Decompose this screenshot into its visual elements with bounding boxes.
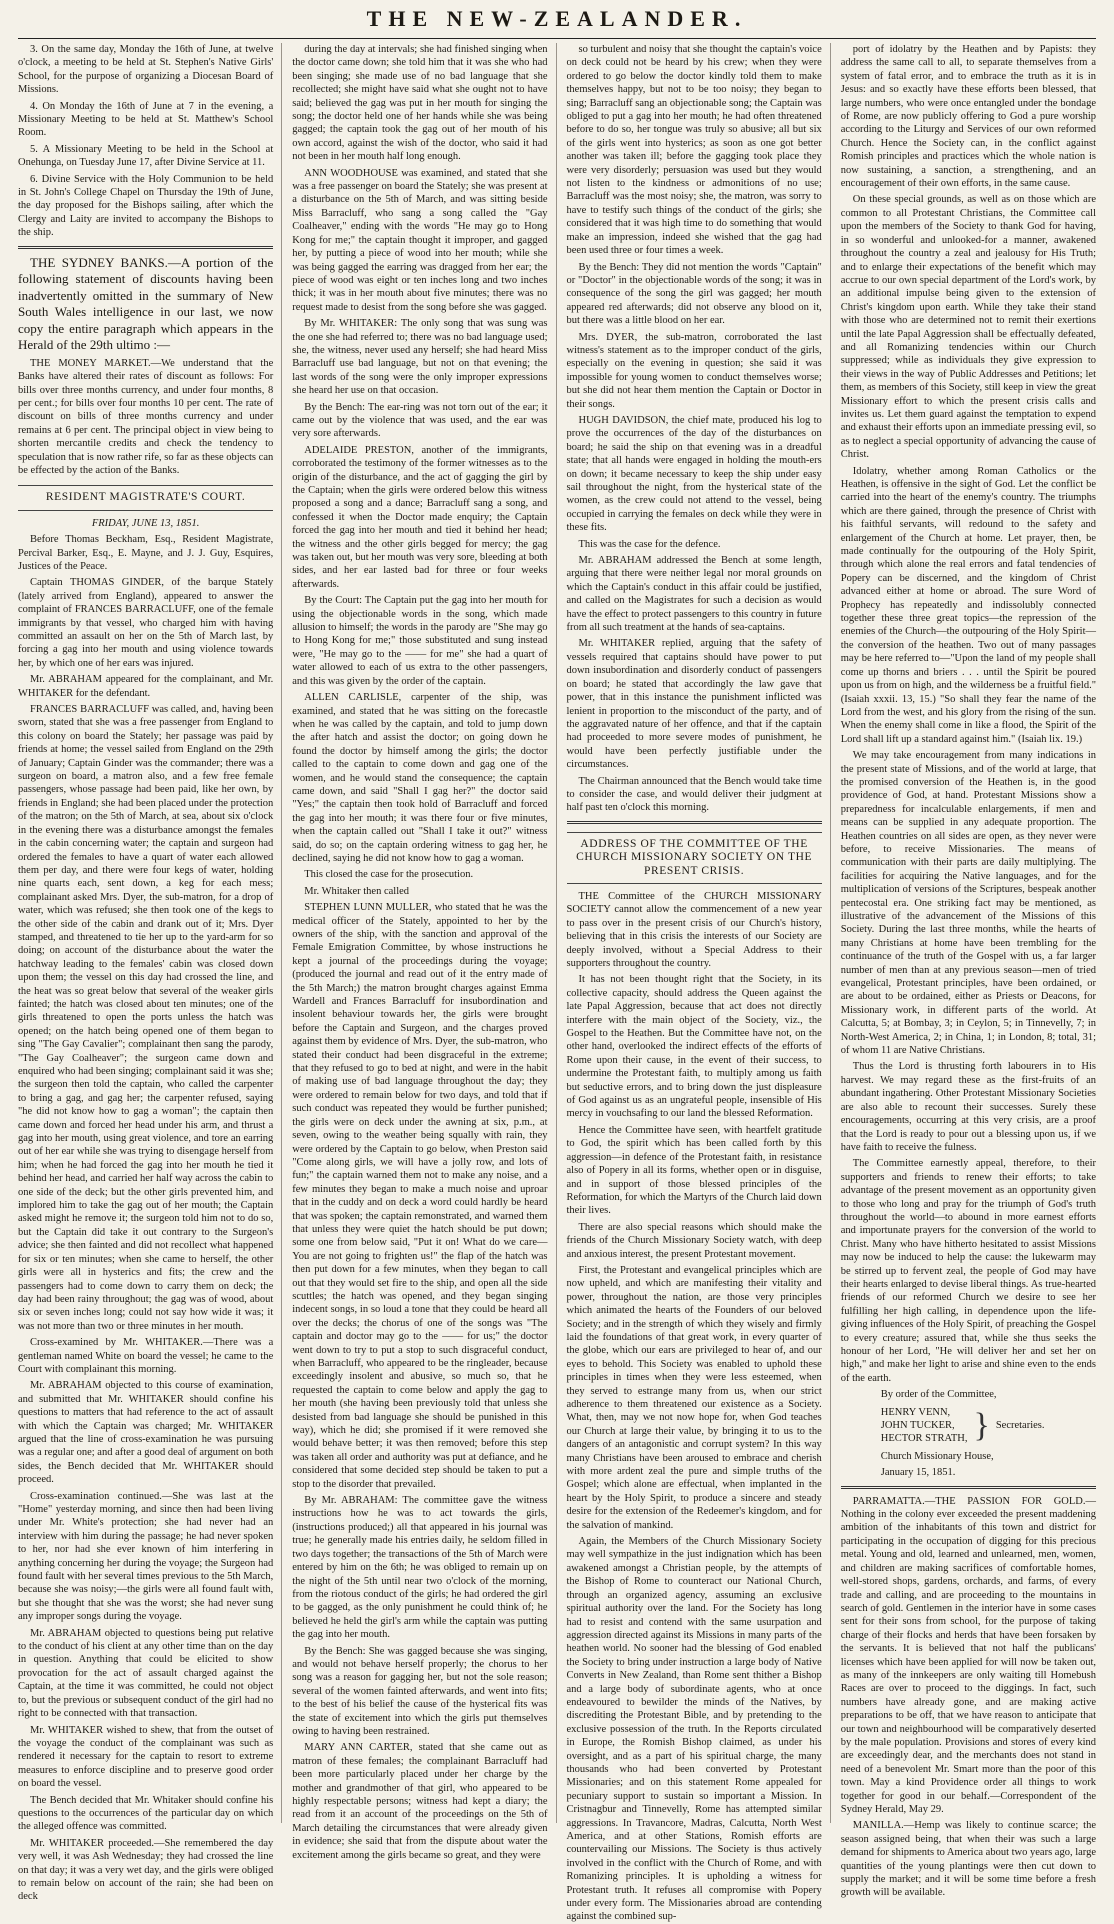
court-paragraph: By the Bench: The ear-ring was not torn out of the ear; it came out by the violence that was used, and the ear was very sore afterwards. (292, 401, 548, 440)
notice-item: 6. Divine Service with the Holy Communion to be held in St. John's College Chapel on Thursday the 19th of June, the day proposed for the Bishops sailing, after which the Clergy and Laity are invited to accompany the Bishops to the ship. (18, 173, 274, 239)
court-paragraph: This closed the case for the prosecution. (304, 869, 474, 881)
court-paragraph: This was the case for the defence. (578, 538, 721, 550)
notice-item: 3. On the same day, Monday the 16th of June, at twelve o'clock, a meeting to be held at St. Stephen's Native Girls' School, for the purpose of organizing a Diocesan Board of Missions. (18, 44, 274, 96)
court-paragraph: so turbulent and noisy that she thought the captain's voice on deck could not be heard by his crew; when they were ordered to go below the doctor kindly told them to make themselves happy, but not to be too noisy; they began to sing; Barracluff sang an objectionable song; the Captain was obliged to put a gag into her mouth; he had often threatened before to do so, her tongue was truly so abusive; all but six of the girls went into hysterics; as soon as one got better another was taken ill; before the gagging took place they were very disorderly; persuasion was used but they would not listen to the kindness or admonitions of no use; Barracluff was the most noisy; she, the matron, was sorry to have to testify such things of the conduct of the girls; she considered that it was high time to do something that would make an impression, indeed she wished that the gag had been used three or four times a week. (566, 44, 822, 257)
court-date: FRIDAY, JUNE 13, 1851. (91, 517, 200, 529)
court-paragraph: The Chairman announced that the Bench would take time to consider the case, and would deliver their judgment at half past ten o'clock this morning. (566, 775, 822, 814)
court-paragraph: Mr. ABRAHAM addressed the Bench at some length, arguing that there were neither legal nor moral grounds on which the Captain's conduct in this affair could be justified, and called on the Magistrates for such a decision as would have the effect to protect passengers to this country in future from all such treatment at the hands of sea-captains. (566, 555, 822, 634)
address-paragraph: Again, the Members of the Church Missionary Society may well sympathize in the just indignation which has been awakened amongst a Christian people, by the attempts of the Bishop of Rome to counteract our National Church, through an organized agency, assuming an exclusive spiritual authority over the land. For the Society has long had to resist and contend with the same usurpation and aggression directed against its Missions in many parts of the heathen world. No sooner had the blessing of God enabled the Society to bring under instruction a large body of Native Converts in New Zealand, than Rome sent thither a Bishop and a large body of subordinate agents, who at once endeavoured to bewilder the minds of the Natives, by discrediting the Protestant Bible, and by pretending to the exclusive possession of the truth. In the Reports circulated in Europe, the Romish Bishop claimed, as under his oversight, and as a part of his spiritual charge, the many thousands who had been converted by Protestant Missionaries; and on this statement Rome appealed for pecuniary support to sustain so important a Mission. In Cristnagbur and Tinnevelly, Rome has attempted similar aggressions. In Travancore, Madras, Calcutta, North West America, and at other Stations, Romish efforts are countervailing our Missions. The Society is thus actively involved in the conflict with the Church of Rome, and with Romanizing principles. It is upholding a witness for Protestant truth. It refuses all compromise with Popery under every form. The Missionaries abroad are contending against the combined sup- (566, 1536, 822, 1923)
secretary-name: HENRY VENN, (880, 1406, 951, 1418)
court-paragraph: By the Court: The Captain put the gag into her mouth for using the objectionable words in the song, which made allusion to himself; the words in the parody are "She may go to Hong Kong for me;" those substituted and sung instead were, "He may go to the —— for me" she had a quart of water allowed to each of us extra to the other passengers, and this was given by the order of the captain. (292, 595, 548, 687)
money-market-paragraph: THE MONEY MARKET.—We understand that the Banks have altered their rates of discount as follows: For bills over three months currency, and under four months, 8 per cent.; for bills over four months 10 per cent. The rate of discount on bills of three months currency and under remains at 6 per cent. The principal object in view being to shorten mercantile credits and check the tendency to speculation that is now rather rife, so far as these objects can be effected by the action of the Banks. (18, 357, 274, 476)
divider (18, 246, 273, 249)
court-paragraph: Mr. WHITAKER proceeded.—She remembered the day very well, it was Ash Wednesday; they had crossed the line on that day; it was a very wet day, and the girls were obliged to remain below on account of the rain; she had been on deck (18, 1837, 274, 1903)
court-paragraph: Mr. ABRAHAM objected to this course of examination, and submitted that Mr. WHITAKER should confine his questions to matters that had reference to the act of assault with which the Captain was charged; Mr. WHITAKER argued that the line of cross-examination he was pursuing was a regular one; and after a good deal of argument on both sides, the Bench decided that Mr. WHITAKER should proceed. (18, 1380, 274, 1486)
house-date: January 15, 1851. (880, 1467, 956, 1479)
column-4 (840, 43, 1096, 1899)
notice-item: 5. A Missionary Meeting to be held in the School at Onehunga, on Tuesday June 17, after Divine Service at 11. (18, 143, 274, 169)
address-paragraph: Thus the Lord is thrusting forth labourers in to His harvest. We may regard these as the first-fruits of an abundant ingathering. Other Protestant Missionary Societies are also able to recount their successes. Surely these encouragements, occurring at this very crisis, are a proof that the Lord is ready to pour out a blessing upon us, if we have faith to receive the fulness. (840, 1061, 1096, 1153)
court-paragraph: FRANCES BARRACLUFF was called, and, having been sworn, stated that she was a free passenger from England to this colony on board the Stately; her passage was paid by friends at home; the vessel sailed from England on the 29th of January; Captain Ginder was the commander; there was a surgeon on board, a matron also, and a few free female passengers, whose passage had been paid, like her own, by friends in England; she had been placed under the protection of the matron; on the 5th of March, at sea, about six o'clock in the evening there was a disturbance amongst the females in the cabin concerning water; the captain and surgeon had ordered the females to have a quart of water each allowed them per day, and there were four kegs of water, holding nine quarts each, sent down, a keg for each mess; complainant asked Mrs. Dyer, the sub-matron, for a drop of water, which was refused; she then took one of the kegs to the other side of the cabin and drank out of it; Mrs. Dyer stamped, and threatened to tie her up to the yard-arm for so doing; on account of the disturbance about the water the hatchway leading to the females' cabin was closed down upon them; the vessel on this day had crossed the line, and the heat was so great below that several of the weaker girls fainted; the hatch was closed about ten minutes; one of the girls threatened to open the ports unless the hatch was opened; on the hatch being opened one of them began to sing "The Gay Cavalier"; complainant then sang the parody, "The Gay Coalheaver"; the surgeon came down and enquired who had been singing; complainant said it was she; the surgeon then told the captain, who called the carpenter to bring a gag, and gag her; the carpenter refused, saying "he did not know how to gag a woman"; the captain then came down and forced her head under his arm, and thrust a gag into her mouth, using great violence, and tore an earring out of her ear while she was trying to disengage herself from him; when he had forced the gag into her mouth he tied it behind her head, and carried her half way across the cabin to one side of the deck; but the other girls prevented him, and implored him to take the gag out of her mouth; the Captain asked might he remove it; the surgeon told him not to do so, but the Captain did take it out contrary to the Surgeon's advice; she then fainted and did not recollect what happened for six or ten minutes; when she came to herself, the other girls were all in hysterics and fits; the crew and the passengers had to come down to carry them on deck; the day had been rainy throughout; the gag was of wood, about six or seven inches long; could not say how wide it was; it was not more than two or three minutes in her mouth. (18, 704, 274, 1332)
masthead-title: THE NEW-ZEALANDER. (366, 6, 748, 31)
secretary-name: JOHN TUCKER, (880, 1420, 955, 1432)
secretary-name: HECTOR STRATH, (880, 1433, 968, 1445)
court-paragraph: ADELAIDE PRESTON, another of the immigrants, corroborated the testimony of the former witnesses as to the origin of the disturbance, and the act of gagging the girl by the Captain; when the girls were ordered below this witness proposed a song and a dance; Barracluff sang a song, and confessed it when the Doctor made enquiry; the Captain forced the gag into her mouth and tied it behind her head; the witness and the other girls begged for mercy; the gag was taken out, but her mouth was very sore, bleeding at both sides, and her ear lasted bad for three or four weeks afterwards. (292, 444, 548, 590)
court-paragraph: ALLEN CARLISLE, carpenter of the ship, was examined, and stated that he was sitting on the forecastle when he was called by the captain, and told to jump down the after hatch and assist the doctor; on going down he found the doctor by himself among the girls; the doctor called to the captain to come down and gag one of the women, and he would stand the consequence; the captain came down, and said "Shall I gag her?" the doctor said "Yes;" the captain then took hold of Barracluff and forced the gag into her mouth; it was there four or five minutes, when the captain called out "Shall I take it out?" witness said, do so; on the captain ordering witness to gag her, he declined, saying he did not know how to gag a woman. (292, 692, 548, 864)
court-heading: RESIDENT MAGISTRATE'S COURT. (18, 485, 273, 510)
secretaries-block (881, 1406, 1096, 1446)
court-paragraph: The Bench decided that Mr. Whitaker should confine his questions to the occurrences of the particular day on which the alleged offence was committed. (18, 1794, 274, 1833)
court-paragraph: By the Bench: She was gagged because she was singing, and would not behave herself properly; the chorus to her song was a reason for gagging her, but not the sole reason; several of the women fainted afterwards, and went into fits; to the best of his belief the cause of the hysterical fits was the state of excitement into which the girls put themselves owing to having been restrained. (292, 1645, 548, 1737)
secretary-names (881, 1406, 968, 1446)
column-2 (292, 43, 556, 1861)
address-paragraph: THE Committee of the CHURCH MISSIONARY SOCIETY cannot allow the commencement of a new year to pass over in the present crisis of our Church's history, believing that in this crisis the interests of our Society are deeply involved, without a Special Address to their supporters throughout the country. (566, 890, 822, 969)
court-paragraph: Mr. ABRAHAM appeared for the complainant, and Mr. WHITAKER for the defendant. (18, 674, 274, 699)
order-line: By order of the Committee, (880, 1389, 997, 1401)
court-paragraph: HUGH DAVIDSON, the chief mate, produced his log to prove the occurrences of the day of the disturbances on board; he said the ship on that evening was in a dreadful state; that all hands were engaged in holding the mouth-ers on down; it became necessary to keep the ship under easy sail throughout the night, from the hysterical state of the women, as the crew could not attend to the vessel, being occupied in carrying the females on deck while they were in these fits. (566, 414, 822, 534)
manilla-paragraph: MANILLA.—Hemp was likely to continue scarce; the season assigned being, that when their was such a large demand for shipments to America about two years ago, large quantities of the young plantings were then cut down to supply the market; and it will be some time before a fresh growth will be available. (840, 1820, 1096, 1899)
divider (841, 1486, 1096, 1489)
column-1 (18, 43, 282, 1903)
address-paragraph: Hence the Committee have seen, with heartfelt gratitude to God, the spirit which has been called forth by this aggression—in defence of the Protestant faith, in resistance also of Popery in all its forms, whether open or in disguise, and in support of those blessed principles of the Reformation, for which the Martyrs of the Church laid down their lives. (566, 1124, 822, 1217)
notice-item: 4. On Monday the 16th of June at 7 in the evening, a Missionary Meeting to be held at St. Matthew's School Room. (18, 100, 274, 139)
court-paragraph: Mr. WHITAKER replied, arguing that the safety of vessels required that captains should have power to put down insubordination and disorderly conduct of passengers on board; he stated that accordingly the law gave that power, that in this instance the punishment inflicted was lenient in proportion to the misconduct of the party, and of the aggravated nature of her offence, and that if the captain had proceeded to more severe modes of punishment, he would have been perfectly justifiable under the circumstances. (566, 638, 822, 771)
columns (18, 43, 1096, 1923)
court-paragraph: Mr. WHITAKER wished to shew, that from the outset of the voyage the conduct of the complainant was such as rendered it necessary for the captain to resort to extreme measures to enforce discipline and to preserve good order on board the vessel. (18, 1724, 274, 1790)
masthead (18, 0, 1096, 39)
court-paragraph: Cross-examined by Mr. WHITAKER.—There was a gentleman named White on board the vessel; he came to the Court with complainant this morning. (18, 1337, 274, 1375)
address-paragraph: First, the Protestant and evangelical principles which are now upheld, and which are manifesting their vitality and power, throughout the nation, are those very principles which animated the hearts of the Founders of our beloved Society; and in the strength of which they wisely and firmly laid the foundations of that great work, in every quarter of the globe, which our ears are privileged to hear of, and our eyes to behold. This Society was enabled to uphold these principles in times when they were less esteemed, when they served to estrange many from us, when our strict adherence to them threatened our existence as a Society. What, then, may we not now hope for, when God teaches our Church at large their value, by bringing it to us to the dangers of an antagonistic and corrupt system? In this way many Christians have been aroused to embrace and cherish with more ardent zeal the pure and simple truths of the Gospel; which alone are effectual, when implanted in the heart by the Holy Spirit, to produce a sincere and steady desire for the extension of the Redeemer's kingdom, and for the salvation of mankind. (566, 1264, 822, 1531)
court-paragraph: Before Thomas Beckham, Esq., Resident Magistrate, Percival Barker, Esq., E. Mayne, and J. J. Guy, Esquires, Justices of the Peace. (18, 534, 274, 572)
parramatta-paragraph: PARRAMATTA.—THE PASSION FOR GOLD.—Nothing in the colony ever exceeded the present maddening ambition of the inhabitants of this town and district for participating in the occupation of digging for this precious metal. Young and old, learned and unlearned, men, women, and children are making sacrifices of comfortable homes, well-stored shops, gardens, orchards, and farms, of every trade and calling, and are proceeding to the mountains in search of gold. Gentlemen in the interior have in some cases sent for their sons from school, for the purpose of taking charge of their flocks and herds that have been forsaken by the servants. It is believed that not half the publicans' licenses which have been applied for will now be taken out, as many of the innkeepers are only waiting till Homebush Races are over to proceed to the diggings. In fact, such numbers have already gone, and are making active preparations to be off, that we have reason to anticipate that our town and neighbourhood will be comparatively deserted by the male population. Provisions and stores of every kind are exceedingly dear, and the merchants does not stand in need of a benevolent Mr. Smart more than the poor of this town. May a kind Providence order all things to work together for good in our behalf.—Correspondent of the Sydney Herald, May 29. (840, 1495, 1096, 1815)
address-paragraph: On these special grounds, as well as on those which are common to all Protestant Christians, the Committee call upon the members of the Society to thank God for having, in so wonderful and unlooked-for a manner, awakened throughout the country a zeal and jealousy for His Truth; and to enlarge their expectations of the benefit which may accrue to our own special department of the Lord's work, by an additional impulse being given to the extension of Christ's kingdom upon earth. While they take their stand with those who are determined not to remit their exertions until the late Papal Aggression shall be effectually defeated, and all Romanizing tendencies within our Church suppressed; while as individuals they give expression to their views in the way of Public Addresses and Petitions; let them, as members of this Society, still keep in view the great Missionary effort to which the present crisis calls and invites us. Let them guard against the temptation to expend and exhaust their efforts upon an immediate pressing evil, so as to neglect a special opportunity of advancing the cause of Christ. (840, 194, 1096, 461)
court-paragraph: By the Bench: They did not mention the words "Captain" or "Doctor" in the objectionable words of the song; it was in consequence of the song the girl was gagged; her mouth appeared red afterwards; did not observe any blood on it, but there was a little blood on her ear. (566, 261, 822, 327)
address-paragraph: The Committee earnestly appeal, therefore, to their supporters and friends to renew their efforts; to take advantage of the present movement as an opportunity given to those who long and pray for the triumph of God's truth throughout the world—to abound in more earnest efforts and importunate prayers for the conversion of the world to Christ. Many who have hitherto hesitated to assist Missions may now be induced to help the cause: the lukewarm may be stirred up to fervent zeal, the people of God may have their hearts enlarged to devise liberal things. As true-hearted friends of our reformed Church we desire to see her fulfilling her high calling, in dependence upon the life-giving influences of the Holy Spirit, of preaching the Gospel to every creature; assured that, while she thus seeks the honour of her Lord, "He will deliver her and set her on high," and make her light to arise and shine even to the ends of the earth. (840, 1158, 1096, 1384)
court-paragraph: Mrs. DYER, the sub-matron, corroborated the last witness's statement as to the improper conduct of the girls, especially on the evening in question; she said it was impossible for young women to conduct themselves worse; but she did not hear them mention the Captain or Doctor in their songs. (566, 331, 822, 410)
column-3 (566, 43, 831, 1923)
address-paragraph: It has not been thought right that the Society, in its collective capacity, should address the Queen against the late Papal Aggression, because that act does not directly interfere with the main object of the Society, viz., the Gospel to the Heathen. But the Committee have not, on the other hand, overlooked the indirect effects of the efforts of Rome upon their cause, in the event of their success, to undermine the Protestant faith, to multiply among us faith but seductive errors, and to bring down the just displeasure of God against us as an ungrateful people, insensible of His mercy in vouchsafing to our land the blessed Reformation. (566, 974, 822, 1120)
court-paragraph: Captain THOMAS GINDER, of the barque Stately (lately arrived from England), appeared to answer the complaint of FRANCES BARRACLUFF, one of the female immigrants by that vessel, who charged him with having committed an assault on her on the 5th of March last, by forcing a gag into her mouth and using violence towards her, by which one of her ears was injured. (18, 577, 274, 669)
brace-glyph: } (973, 1406, 990, 1444)
court-paragraph: during the day at intervals; she had finished singing when the doctor came down; she told him that it was she who had been singing; she made use of no bad language that she recollected; she might have said what she ought not to have said; believed the gag was put in her mouth for singing the song; the doctor held one of her hands while she was being gagged; the captain took the gag out of her mouth of his own accord, against the wish of the doctor, who said it had not been in her mouth half long enough. (292, 44, 548, 163)
court-paragraph: Cross-examination continued.—She was last at the "Home" yesterday morning, and since then had been living under Mr. White's protection; she had never had an interview with him during the passage; he had never spoken to her, nor had she ever known of him interfering in anything concerning her during the voyage; the Surgeon had found fault with her several times previous to the 5th March, because she was noisy;—the girls were all found fault with, but she thought that she was the worst; she had never sung any improper songs during the voyage. (18, 1490, 274, 1623)
court-paragraph: MARY ANN CARTER, stated that she came out as matron of these females; the complainant Barracluff had been more particularly placed under her charge by the mother and grandmother of that girl, who appeared to be highly respectable persons; witness had kept a diary; the read from it an account of the proceedings on the 5th of March detailing the circumstances that were already given in evidence; she said that from the dispute about water the excitement among the girls became so great, and they were (292, 1742, 548, 1861)
address-paragraph: port of idolatry by the Heathen and by Papists: they address the same call to all, to separate themselves from a system of fatal error, and to embrace the truth as it is in Jesus: and so exactly have these efforts been blessed, that large numbers, who were once entangled under the bondage of Rome, are now publicly offering to God a pure worship according to the Liturgy and Services of our own reformed Church. Hence the Society can, in the conflict against Romish principles and practices which the whole nation is now sustaining, a sanction, a strengthening, and an encouragement of their own efforts, in the same cause. (840, 44, 1096, 190)
address-paragraph: There are also special reasons which should make the friends of the Church Missionary Society watch, with deep and anxious interest, the present Protestant movement. (566, 1221, 822, 1260)
court-paragraph: Mr. ABRAHAM objected to questions being put relative to the conduct of his client at any other time than on the day in question. Anything that could be elicited to show provocation for the act of assault charged against the Captain, at the time it was committed, he could not object to, but the previous or subsequent conduct of the girl had no right to be connected with that transaction. (18, 1627, 274, 1720)
court-paragraph: STEPHEN LUNN MULLER, who stated that he was the medical officer of the Stately, appointed to her by the owners of the ship, with the sanction and approval of the Female Emigration Committee, by whose instructions he kept a journal of the proceedings during the voyage; (produced the journal and read out of it the entry made of the 5th March;) the matron brought charges against Emma Wardell and Frances Barracluff for insubordination and insolent behaviour towards her, the girls were brought before the Captain and Surgeon, and the charges proved against them by evidence of Mrs. Dyer, the sub-matron, who stated their conduct had been disgraceful in the extreme; that they refused to go to bed at night, and were in the habit of making use of bad language throughout the day; they were ordered to remain below for two days, and told that if such conduct was repeated they would be further punished; the girls were on deck under the awning at six, p.m., at seven, owing to the weather being squally with rain, they were ordered by the Captain to go below, when Preston said "Come along girls, we will have a jolly row, and lots of fun;" the captain warned them not to make any noise, and a few minutes they began to make a much noise and uproar that in the cuddy and on deck a word could hardly be heard that was spoken; the captain remonstrated, and warned them that unless they were quiet the hatch should be put down; some one from below said, "Put it on! What do we care—You are not going to frighten us!" the flap of the hatch was then put down for a few minutes, when they began to call out that they would set fire to the ship, and open all the side scuttles; the hatch was opened, and they began singing indecent songs, in so loud a tone that they could be heard all over the decks; the chorus of one of the songs was "The captain and doctor may go to the —— for us;" the doctor went down to try to put a stop to such disgraceful conduct, when Barracluff, who appeared to be the ringleader, because exceedingly insolent and abusive, so much so, that he requested the captain to come below and apply the gag to her mouth (she having been previously told that unless she desisted from bad language she should be punished in this way), which he did; she promised if it were removed she would behave better; it was then removed; before this step was taken all order and authority was put at defiance, and he considered that some decided step should be taken to put a stop to the disorder that prevailed. (292, 902, 548, 1490)
court-paragraph: By Mr. WHITAKER: The only song that was sung was the one she had referred to; there was no bad language used; she, the witness, never used any herself; she had heard Miss Barracluff use bad language, but not on that evening; the last words of the song were the only improper expressions she heard her use on that occasion. (292, 318, 548, 397)
secretaries-label: Secretaries. (995, 1420, 1045, 1432)
court-paragraph: Mr. Whitaker then called (304, 885, 410, 897)
address-paragraph: We may take encouragement from many indications in the present state of Missions, and of the world at large, that the promised conversion of the Heathen is, in the good providence of God, at hand. Protestant Missions show a preparedness for incalculable enlargements, if men and means can be supplied in any adequate proportion. The Heathen countries on all sides are open, as they never were before, to receive Missionaries. The means of communication with their parts are daily multiplying. The facilities for acquiring the Native languages, and for the multiplication of versions of the Scriptures, bespeak another pentecostal era. One striking fact may be mentioned, as illustrative of the advancement of the Missions of this Society. During the last three months, while the hearts of many Christians at home have been trembling for the continuance of the truth of the Gospel with us, a far larger number of men than at any previous season—men of tried evangelical, Protestant principles, have been ordained, or are about to be ordained, either as Priests or Deacons, for Missionary work, in different parts of the world. At Calcutta, 5; at Bombay, 3; in Ceylon, 5; in Tinnevelly, 7; in North-West America, 2; in China, 1; in London, 8; total, 31; of whom 11 are Native Christians. (840, 750, 1096, 1057)
address-paragraph: Idolatry, whether among Roman Catholics or the Heathen, is offensive in the sight of God. Let the conflict be carried into the heart of the enemy's country. The triumphs which are there gained, through the presence of Christ with his faithful servants, will redound to the safety and enlargement of the Church at home. Let prayer, then, be made continually for the outpouring of the Holy Spirit, through which alone the real errors and fatal tendencies of Popery can be discerned, and the kingdom of Christ advanced either at home or abroad. The sure Word of Prophecy has repeatedly and indissolubly connected together these three great topics—the repression of the enemies of the Church—the outpouring of the Holy Spirit—the conversion of the heathen. Two out of many passages may be here referred to—"Upon the land of my people shall come up thorns and briers . . . until the Spirit be poured upon us from on high, and the wilderness be a fruitful field." (Isaiah xxxii. 13, 15.) "So shall they fear the name of the Lord from the west, and his glory from the rising of the sun. When the enemy shall come in like a flood, the Spirit of the Lord shall lift up a standard against him." (Isaiah lix. 19.) (840, 465, 1096, 745)
sydney-banks-lead: THE SYDNEY BANKS.—A portion of the following statement of discounts having been inadvertently omitted in the summary of New South Wales intelligence in our last, we now copy the entire paragraph which appears in the Herald of the 29th ultimo :— (18, 254, 274, 353)
court-paragraph: ANN WOODHOUSE was examined, and stated that she was a free passenger on board the Stately; she was present at a disturbance on the 5th of March, and was sitting beside Miss Barracluff, who sang a song called the "Gay Coalheaver," ending with the words "He may go to Hong Kong for me;" the captain thought it improper, and gagged her, by putting a piece of wood into her mouth; while she was being gagged the earring was dragged from her ear; the piece of wood was eight or ten inches long and two inches thick; it was in her mouth about five minutes; there was no request made to desist from the song before she was gagged. (292, 167, 548, 313)
court-paragraph: By Mr. ABRAHAM: The committee gave the witness instructions how he was to act towards the girls, (instructions produced;) all that appeared in his journal was true; he generally made his entries daily, he seldom filled in two days together; the transactions of the 5th of March were entered by him on the 6th; he was obliged to remain up on the night of the 5th until near two o'clock of the morning, from the riotous conduct of the girls; he had ordered the girl to be gagged, as the only punishment he could think of; he believed he held the girl's arm while the captain was putting the gag into her mouth. (292, 1495, 548, 1641)
divider (567, 821, 822, 824)
house-line: Church Missionary House, (880, 1450, 994, 1462)
address-heading: ADDRESS OF THE COMMITTEE OF THE CHURCH MISSIONARY SOCIETY ON THE PRESENT CRISIS. (567, 832, 822, 884)
